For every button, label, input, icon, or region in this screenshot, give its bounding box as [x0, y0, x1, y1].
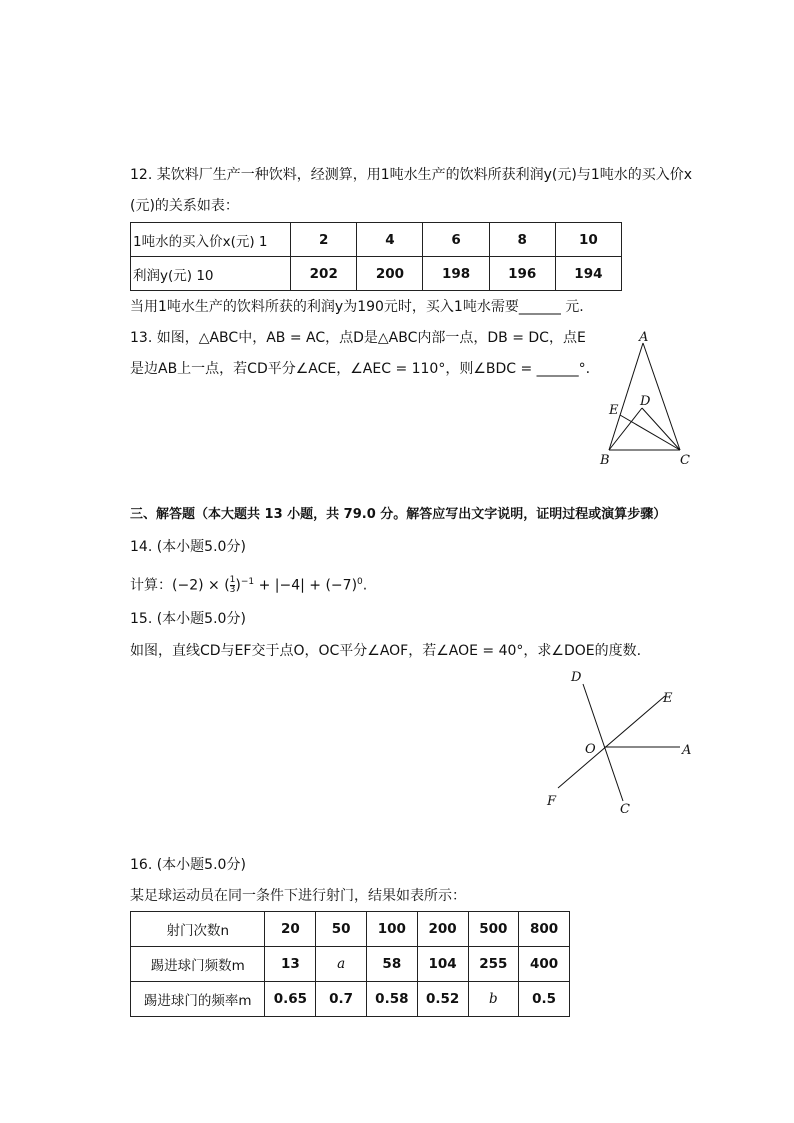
table-cell: 58 [366, 947, 417, 982]
q12-line1: 12. 某饮料厂生产一种饮料，经测算，用1吨水生产的饮料所获利润y(元)与1吨水的买入价x [130, 167, 693, 183]
q13-line2: 是边AB上一点，若CD平分∠ACE，∠AEC = 110°，则∠BDC = ______°. [130, 361, 591, 377]
q15-lines-figure [540, 668, 710, 818]
table-cell: 50 [316, 912, 367, 947]
label-E: E [663, 691, 673, 706]
table-cell: 255 [468, 947, 519, 982]
q12-line2: (元)的关系如表： [130, 198, 239, 214]
table-cell: 100 [366, 912, 417, 947]
q14-header: 14. (本小题5.0分) [130, 539, 246, 555]
table-cell: 0.65 [265, 982, 316, 1017]
table-cell: a [316, 947, 367, 982]
q15-text: 如图，直线CD与EF交于点O，OC平分∠AOF，若∠AOE = 40°，求∠DOE的度数. [130, 643, 642, 659]
q14-prefix: 计算：(−2) × ( [130, 577, 230, 594]
table-cell: 20 [265, 912, 316, 947]
table-cell: b [468, 982, 519, 1017]
q12-line3: 当用1吨水生产的饮料所获的利润y为190元时，买入1吨水需要______ 元. [130, 299, 584, 315]
table-cell: 202 [291, 257, 357, 291]
table-cell: 400 [519, 947, 570, 982]
q13-line1: 13. 如图，△ABC中，AB = AC，点D是△ABC内部一点，DB = DC，点E [130, 330, 586, 346]
section-heading: 三、解答题（本大题共 13 小题，共 79.0 分。解答应写出文字说明，证明过程或演算步骤） [130, 507, 667, 522]
table-cell: 198 [423, 257, 489, 291]
table-cell: 8 [489, 223, 555, 257]
table-cell: 200 [417, 912, 468, 947]
label-D: D [571, 670, 582, 685]
table-cell: 196 [489, 257, 555, 291]
table-row [131, 223, 622, 257]
label-C: C [620, 802, 630, 817]
label-F: F [547, 794, 557, 809]
label-B: B [600, 453, 610, 468]
label-A: A [682, 743, 692, 758]
q14-rest: + |−4| + (−7) [254, 577, 358, 594]
table-cell: 13 [265, 947, 316, 982]
q14-expression: 计算：(−2) × ( $\frac{1}{3}$ )$^{-1} + |-4| + (-7)^0$. [130, 575, 368, 596]
q16-text: 某足球运动员在同一条件下进行射门，结果如表所示： [130, 888, 466, 904]
table-cell: 10 [555, 223, 621, 257]
q16-header: 16. (本小题5.0分) [130, 857, 246, 873]
label-O: O [585, 742, 596, 757]
q13-triangle-figure [595, 330, 705, 475]
table-cell: 2 [291, 223, 357, 257]
table-cell: 200 [357, 257, 423, 291]
table-cell: 104 [417, 947, 468, 982]
table-cell: 500 [468, 912, 519, 947]
label-C: C [680, 453, 690, 468]
table-cell: 0.52 [417, 982, 468, 1017]
table-cell: 194 [555, 257, 621, 291]
label-D: D [640, 394, 651, 409]
table-cell: 踢进球门频数m [131, 947, 265, 982]
table-cell: 利润y(元) 10 [131, 257, 291, 291]
table-row [131, 982, 570, 1017]
table-row [131, 257, 622, 291]
table-cell: 踢进球门的频率m [131, 982, 265, 1017]
label-A: A [639, 330, 649, 345]
q16-table [130, 911, 570, 1017]
q12-table [130, 222, 622, 291]
q14-fraction: $\frac{1}{3}$ [229, 575, 236, 596]
label-E: E [609, 403, 619, 418]
table-cell: 0.58 [366, 982, 417, 1017]
table-cell: 射门次数n [131, 912, 265, 947]
table-cell: 1吨水的买入价x(元) 1 [131, 223, 291, 257]
table-cell: 0.7 [316, 982, 367, 1017]
table-cell: 0.5 [519, 982, 570, 1017]
table-cell: 6 [423, 223, 489, 257]
table-cell: 4 [357, 223, 423, 257]
table-row [131, 912, 570, 947]
table-cell: 800 [519, 912, 570, 947]
table-row [131, 947, 570, 982]
q15-header: 15. (本小题5.0分) [130, 611, 246, 627]
